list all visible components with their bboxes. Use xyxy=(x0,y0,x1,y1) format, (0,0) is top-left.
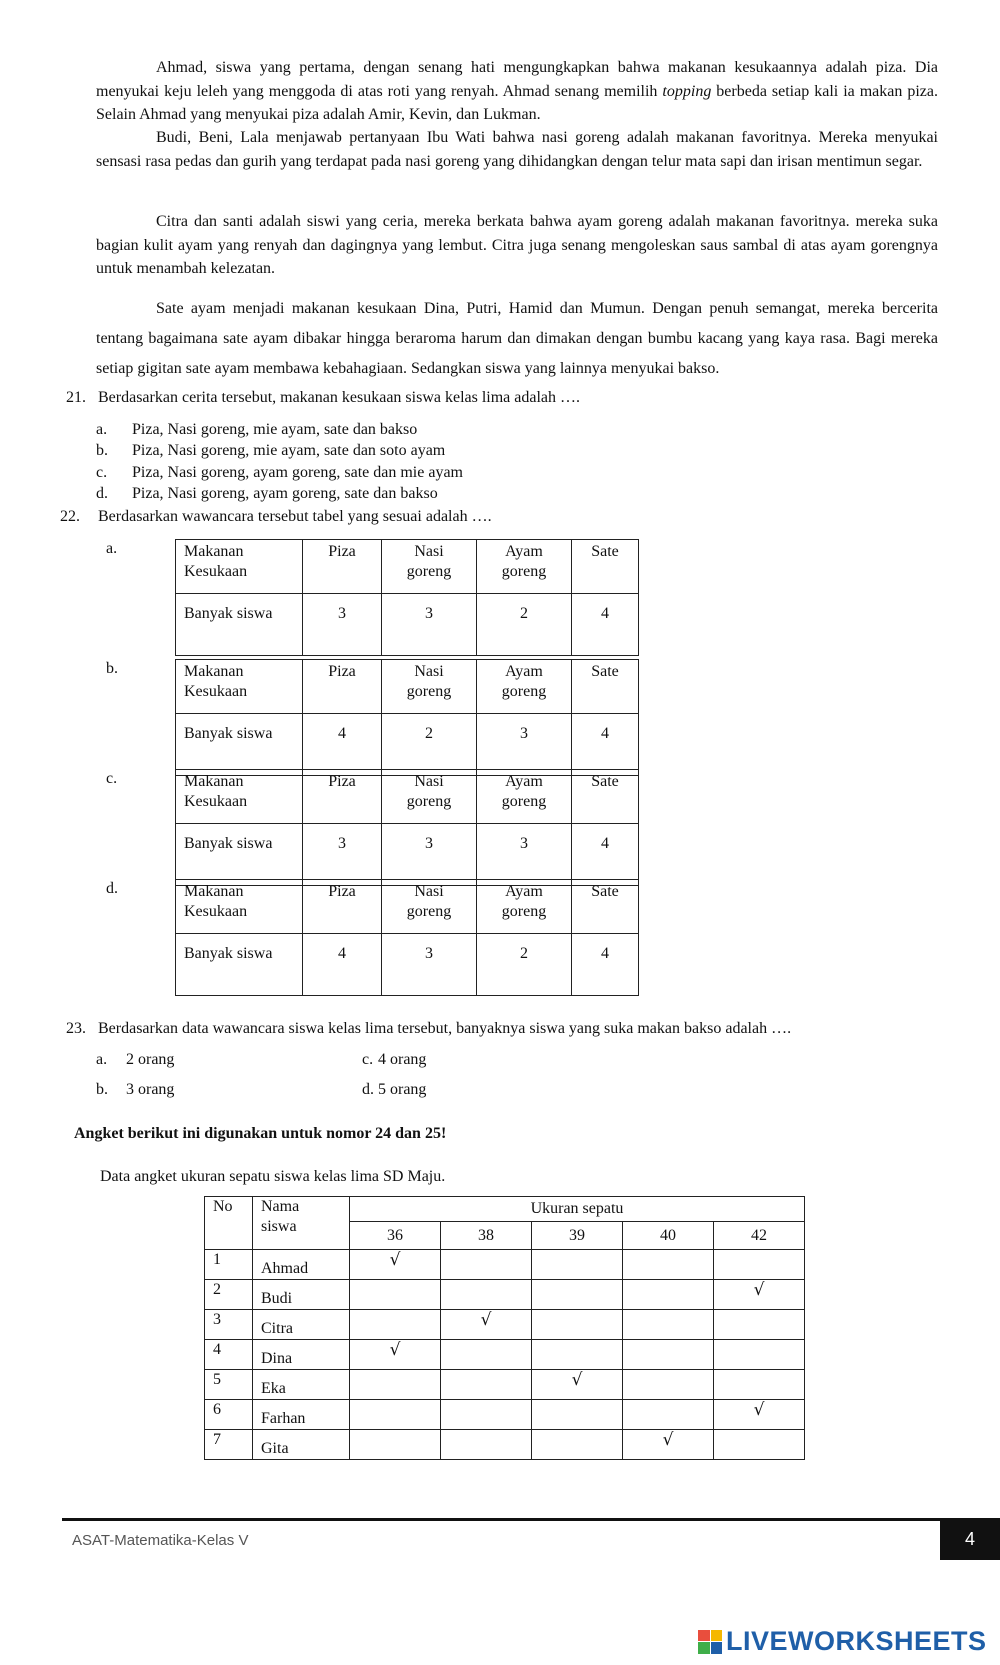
q22-table-d[interactable]: Makanan Kesukaan Piza Nasi goreng Ayam goreng Sate Banyak siswa 4 3 2 4 xyxy=(175,879,639,996)
size-cell-42 xyxy=(714,1250,805,1280)
table-row xyxy=(205,1370,805,1400)
q23-option-c[interactable]: c. 4 orang xyxy=(362,1051,427,1068)
size-cell-42 xyxy=(714,1310,805,1340)
row-number: 7 xyxy=(205,1430,253,1460)
row-number: 3 xyxy=(205,1310,253,1340)
q22-table-c[interactable]: Makanan Kesukaan Piza Nasi goreng Ayam goreng Sate Banyak siswa 3 3 3 4 xyxy=(175,769,639,886)
size-cell-36 xyxy=(350,1400,441,1430)
size-cell-40 xyxy=(623,1340,714,1370)
q22-option-d-label[interactable]: d. xyxy=(106,880,118,897)
size-cell-39 xyxy=(532,1400,623,1430)
student-name: Ahmad xyxy=(253,1250,350,1280)
size-cell-39 xyxy=(532,1310,623,1340)
liveworksheets-logo-icon xyxy=(698,1630,722,1654)
survey-caption: Data angket ukuran sepatu siswa kelas lima SD Maju. xyxy=(100,1168,446,1185)
page-number: 4 xyxy=(940,1518,1000,1560)
row-number: 5 xyxy=(205,1370,253,1400)
size-cell-42 xyxy=(714,1430,805,1460)
table-row xyxy=(205,1280,805,1310)
paragraph-budi: Budi, Beni, Lala menjawab pertanyaan Ibu Wati bahwa nasi goreng adalah makanan favoritnya. Mereka menyukai sensasi rasa pedas dan gurih yang terdapat pada nasi goreng yang dihidangkan dengan telur mata sapi dan irisan mentimun segar. xyxy=(96,129,938,170)
brand-name: LIVEWORKSHEETS xyxy=(726,1626,987,1656)
row-number: 2 xyxy=(205,1280,253,1310)
size-cell-38 xyxy=(441,1340,532,1370)
size-cell-38 xyxy=(441,1430,532,1460)
size-cell-42: √ xyxy=(714,1280,805,1310)
shoe-table-body xyxy=(205,1250,805,1460)
q22-option-b-label[interactable]: b. xyxy=(106,660,118,677)
size-cell-40 xyxy=(623,1310,714,1340)
q21-option-a[interactable]: a. Piza, Nasi goreng, mie ayam, sate dan bakso xyxy=(96,421,418,438)
q21-option-d[interactable]: d. Piza, Nasi goreng, ayam goreng, sate dan bakso xyxy=(96,485,438,502)
size-cell-40 xyxy=(623,1400,714,1430)
q23-option-a[interactable]: a. 2 orang xyxy=(96,1051,175,1068)
student-name: Eka xyxy=(253,1370,350,1400)
size-cell-39 xyxy=(532,1340,623,1370)
size-cell-38: √ xyxy=(441,1310,532,1340)
size-cell-40 xyxy=(623,1370,714,1400)
size-cell-39 xyxy=(532,1280,623,1310)
size-cell-42: √ xyxy=(714,1400,805,1430)
q23-option-d[interactable]: d. 5 orang xyxy=(362,1081,427,1098)
size-cell-36: √ xyxy=(350,1340,441,1370)
student-name: Budi xyxy=(253,1280,350,1310)
student-name: Dina xyxy=(253,1340,350,1370)
size-cell-39 xyxy=(532,1430,623,1460)
row-number: 1 xyxy=(205,1250,253,1280)
liveworksheets-brand[interactable] xyxy=(698,1626,987,1657)
size-cell-36 xyxy=(350,1430,441,1460)
size-cell-38 xyxy=(441,1400,532,1430)
row-number: 4 xyxy=(205,1340,253,1370)
q21-option-c[interactable]: c. Piza, Nasi goreng, ayam goreng, sate dan mie ayam xyxy=(96,464,463,481)
size-cell-36: √ xyxy=(350,1250,441,1280)
q22-option-a-label[interactable]: a. xyxy=(106,540,118,557)
size-cell-39: √ xyxy=(532,1370,623,1400)
size-cell-36 xyxy=(350,1310,441,1340)
q22-option-c-label[interactable]: c. xyxy=(106,770,118,787)
size-cell-42 xyxy=(714,1340,805,1370)
row-number: 6 xyxy=(205,1400,253,1430)
paragraph-citra: Citra dan santi adalah siswi yang ceria, mereka berkata bahwa ayam goreng adalah makanan favoritnya. mereka suka bagian kulit ayam yang renyah dan dagingnya yang lembut. Citra juga senang mengoleskan saus sambal di atas ayam gorengnya untuk menambah kelezatan. xyxy=(96,213,938,277)
question-22: 22. Berdasarkan wawancara tersebut tabel yang sesuai adalah …. xyxy=(60,508,492,525)
size-cell-38 xyxy=(441,1280,532,1310)
question-23: 23. Berdasarkan data wawancara siswa kelas lima tersebut, banyaknya siswa yang suka makan bakso adalah …. xyxy=(66,1020,792,1037)
size-cell-36 xyxy=(350,1280,441,1310)
q22-table-a[interactable]: Makanan Kesukaan Piza Nasi goreng Ayam goreng Sate Banyak siswa 3 3 2 4 xyxy=(175,539,639,656)
size-cell-40 xyxy=(623,1250,714,1280)
size-cell-38 xyxy=(441,1250,532,1280)
table-row xyxy=(205,1250,805,1280)
q22-table-b[interactable]: Makanan Kesukaan Piza Nasi goreng Ayam goreng Sate Banyak siswa 4 2 3 4 xyxy=(175,659,639,776)
size-cell-36 xyxy=(350,1370,441,1400)
footer-title: ASAT-Matematika-Kelas V xyxy=(72,1532,249,1549)
size-cell-39 xyxy=(532,1250,623,1280)
paragraph-ahmad: Ahmad, siswa yang pertama, dengan senang hati mengungkapkan bahwa makanan kesukaannya adalah piza. Dia menyukai keju leleh yang menggoda di atas roti yang renyah. Ahmad senang memilih topping berbeda setiap kali ia makan piza. Selain Ahmad yang menyukai piza adalah Amir, Kevin, dan Lukman. xyxy=(96,59,938,123)
table-row xyxy=(205,1310,805,1340)
table-row xyxy=(205,1430,805,1460)
student-name: Citra xyxy=(253,1310,350,1340)
q23-option-b[interactable]: b. 3 orang xyxy=(96,1081,175,1098)
question-21: 21. Berdasarkan cerita tersebut, makanan kesukaan siswa kelas lima adalah …. xyxy=(66,389,581,406)
paragraph-sate: Sate ayam menjadi makanan kesukaan Dina, Putri, Hamid dan Mumun. Dengan penuh semangat, mereka bercerita tentang bagaimana sate ayam dibakar hingga beraroma harum dan dimakan dengan bumbu kacang yang kaya rasa. Bagi mereka setiap gigitan sate ayam membawa kebahagiaan. Sedangkan siswa yang lainnya menyukai bakso. xyxy=(96,300,938,377)
footer-divider xyxy=(62,1518,940,1521)
table-row xyxy=(205,1340,805,1370)
size-cell-40 xyxy=(623,1280,714,1310)
section-heading: Angket berikut ini digunakan untuk nomor 24 dan 25! xyxy=(74,1125,447,1142)
q21-option-b[interactable]: b. Piza, Nasi goreng, mie ayam, sate dan soto ayam xyxy=(96,442,446,459)
size-cell-40: √ xyxy=(623,1430,714,1460)
student-name: Farhan xyxy=(253,1400,350,1430)
header-food: Makanan Kesukaan xyxy=(176,540,303,594)
size-cell-42 xyxy=(714,1370,805,1400)
shoe-size-table: No Nama siswa Ukuran sepatu 36 38 39 40 42 1 Ahmad √ 2 Budi √ 3 Citra √ 4 Dina √ 5 Eka √ 6 Farhan √ 7 Gita √ xyxy=(204,1196,805,1460)
table-row xyxy=(205,1400,805,1430)
size-cell-38 xyxy=(441,1370,532,1400)
student-name: Gita xyxy=(253,1430,350,1460)
